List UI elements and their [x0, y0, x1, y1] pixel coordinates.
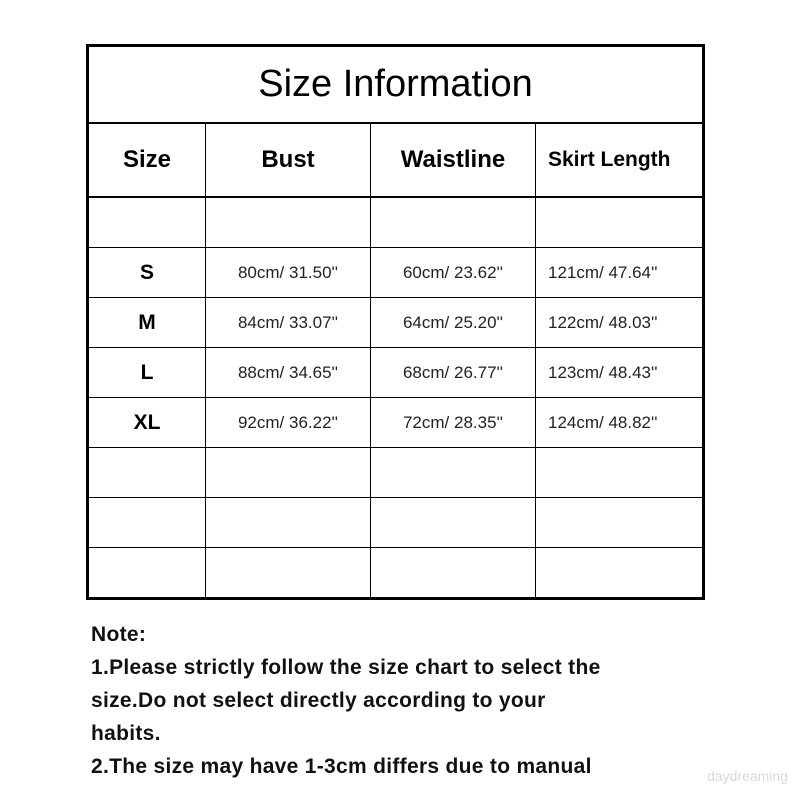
size-cell	[88, 197, 206, 248]
table-row	[88, 548, 704, 599]
note-line: 2.The size may have 1-3cm differs due to manual	[91, 755, 592, 778]
size-cell: S	[88, 248, 206, 298]
table-row	[88, 448, 704, 498]
waistline-cell	[371, 548, 536, 599]
skirt-length-cell: 122cm/ 48.03''	[536, 298, 704, 348]
bust-cell: 92cm/ 36.22''	[206, 398, 371, 448]
bust-cell	[206, 548, 371, 599]
waistline-cell: 64cm/ 25.20''	[371, 298, 536, 348]
header-skirt-length: Skirt Length	[536, 123, 704, 197]
table-row	[88, 197, 704, 248]
waistline-cell: 68cm/ 26.77''	[371, 348, 536, 398]
waistline-cell: 72cm/ 28.35''	[371, 398, 536, 448]
skirt-length-cell	[536, 448, 704, 498]
skirt-length-cell: 121cm/ 47.64''	[536, 248, 704, 298]
bust-cell	[206, 448, 371, 498]
header-size: Size	[88, 123, 206, 197]
watermark: daydreaming	[707, 768, 788, 784]
skirt-length-cell: 123cm/ 48.43''	[536, 348, 704, 398]
size-cell: XL	[88, 398, 206, 448]
size-chart-table	[86, 44, 705, 600]
table-row	[88, 348, 704, 398]
waistline-cell	[371, 448, 536, 498]
size-cell	[88, 448, 206, 498]
size-cell	[88, 548, 206, 599]
bust-cell: 88cm/ 34.65''	[206, 348, 371, 398]
skirt-length-cell	[536, 197, 704, 248]
size-cell	[88, 498, 206, 548]
note-line: habits.	[91, 722, 161, 745]
waistline-cell	[371, 498, 536, 548]
table-row	[88, 298, 704, 348]
note-line: size.Do not select directly according to your	[91, 689, 546, 712]
bust-cell: 84cm/ 33.07''	[206, 298, 371, 348]
table-header-row	[88, 123, 704, 197]
size-note	[91, 618, 731, 783]
table-row	[88, 498, 704, 548]
table-title-row	[88, 46, 704, 124]
header-bust: Bust	[206, 123, 371, 197]
bust-cell	[206, 197, 371, 248]
skirt-length-cell: 124cm/ 48.82''	[536, 398, 704, 448]
size-cell: L	[88, 348, 206, 398]
header-waistline: Waistline	[371, 123, 536, 197]
waistline-cell	[371, 197, 536, 248]
note-line: 1.Please strictly follow the size chart to select the	[91, 656, 601, 679]
table-row	[88, 398, 704, 448]
note-heading: Note:	[91, 623, 147, 646]
bust-cell	[206, 498, 371, 548]
bust-cell: 80cm/ 31.50''	[206, 248, 371, 298]
table-row	[88, 248, 704, 298]
waistline-cell: 60cm/ 23.62''	[371, 248, 536, 298]
skirt-length-cell	[536, 548, 704, 599]
table-title: Size Information	[88, 46, 704, 124]
size-cell: M	[88, 298, 206, 348]
skirt-length-cell	[536, 498, 704, 548]
